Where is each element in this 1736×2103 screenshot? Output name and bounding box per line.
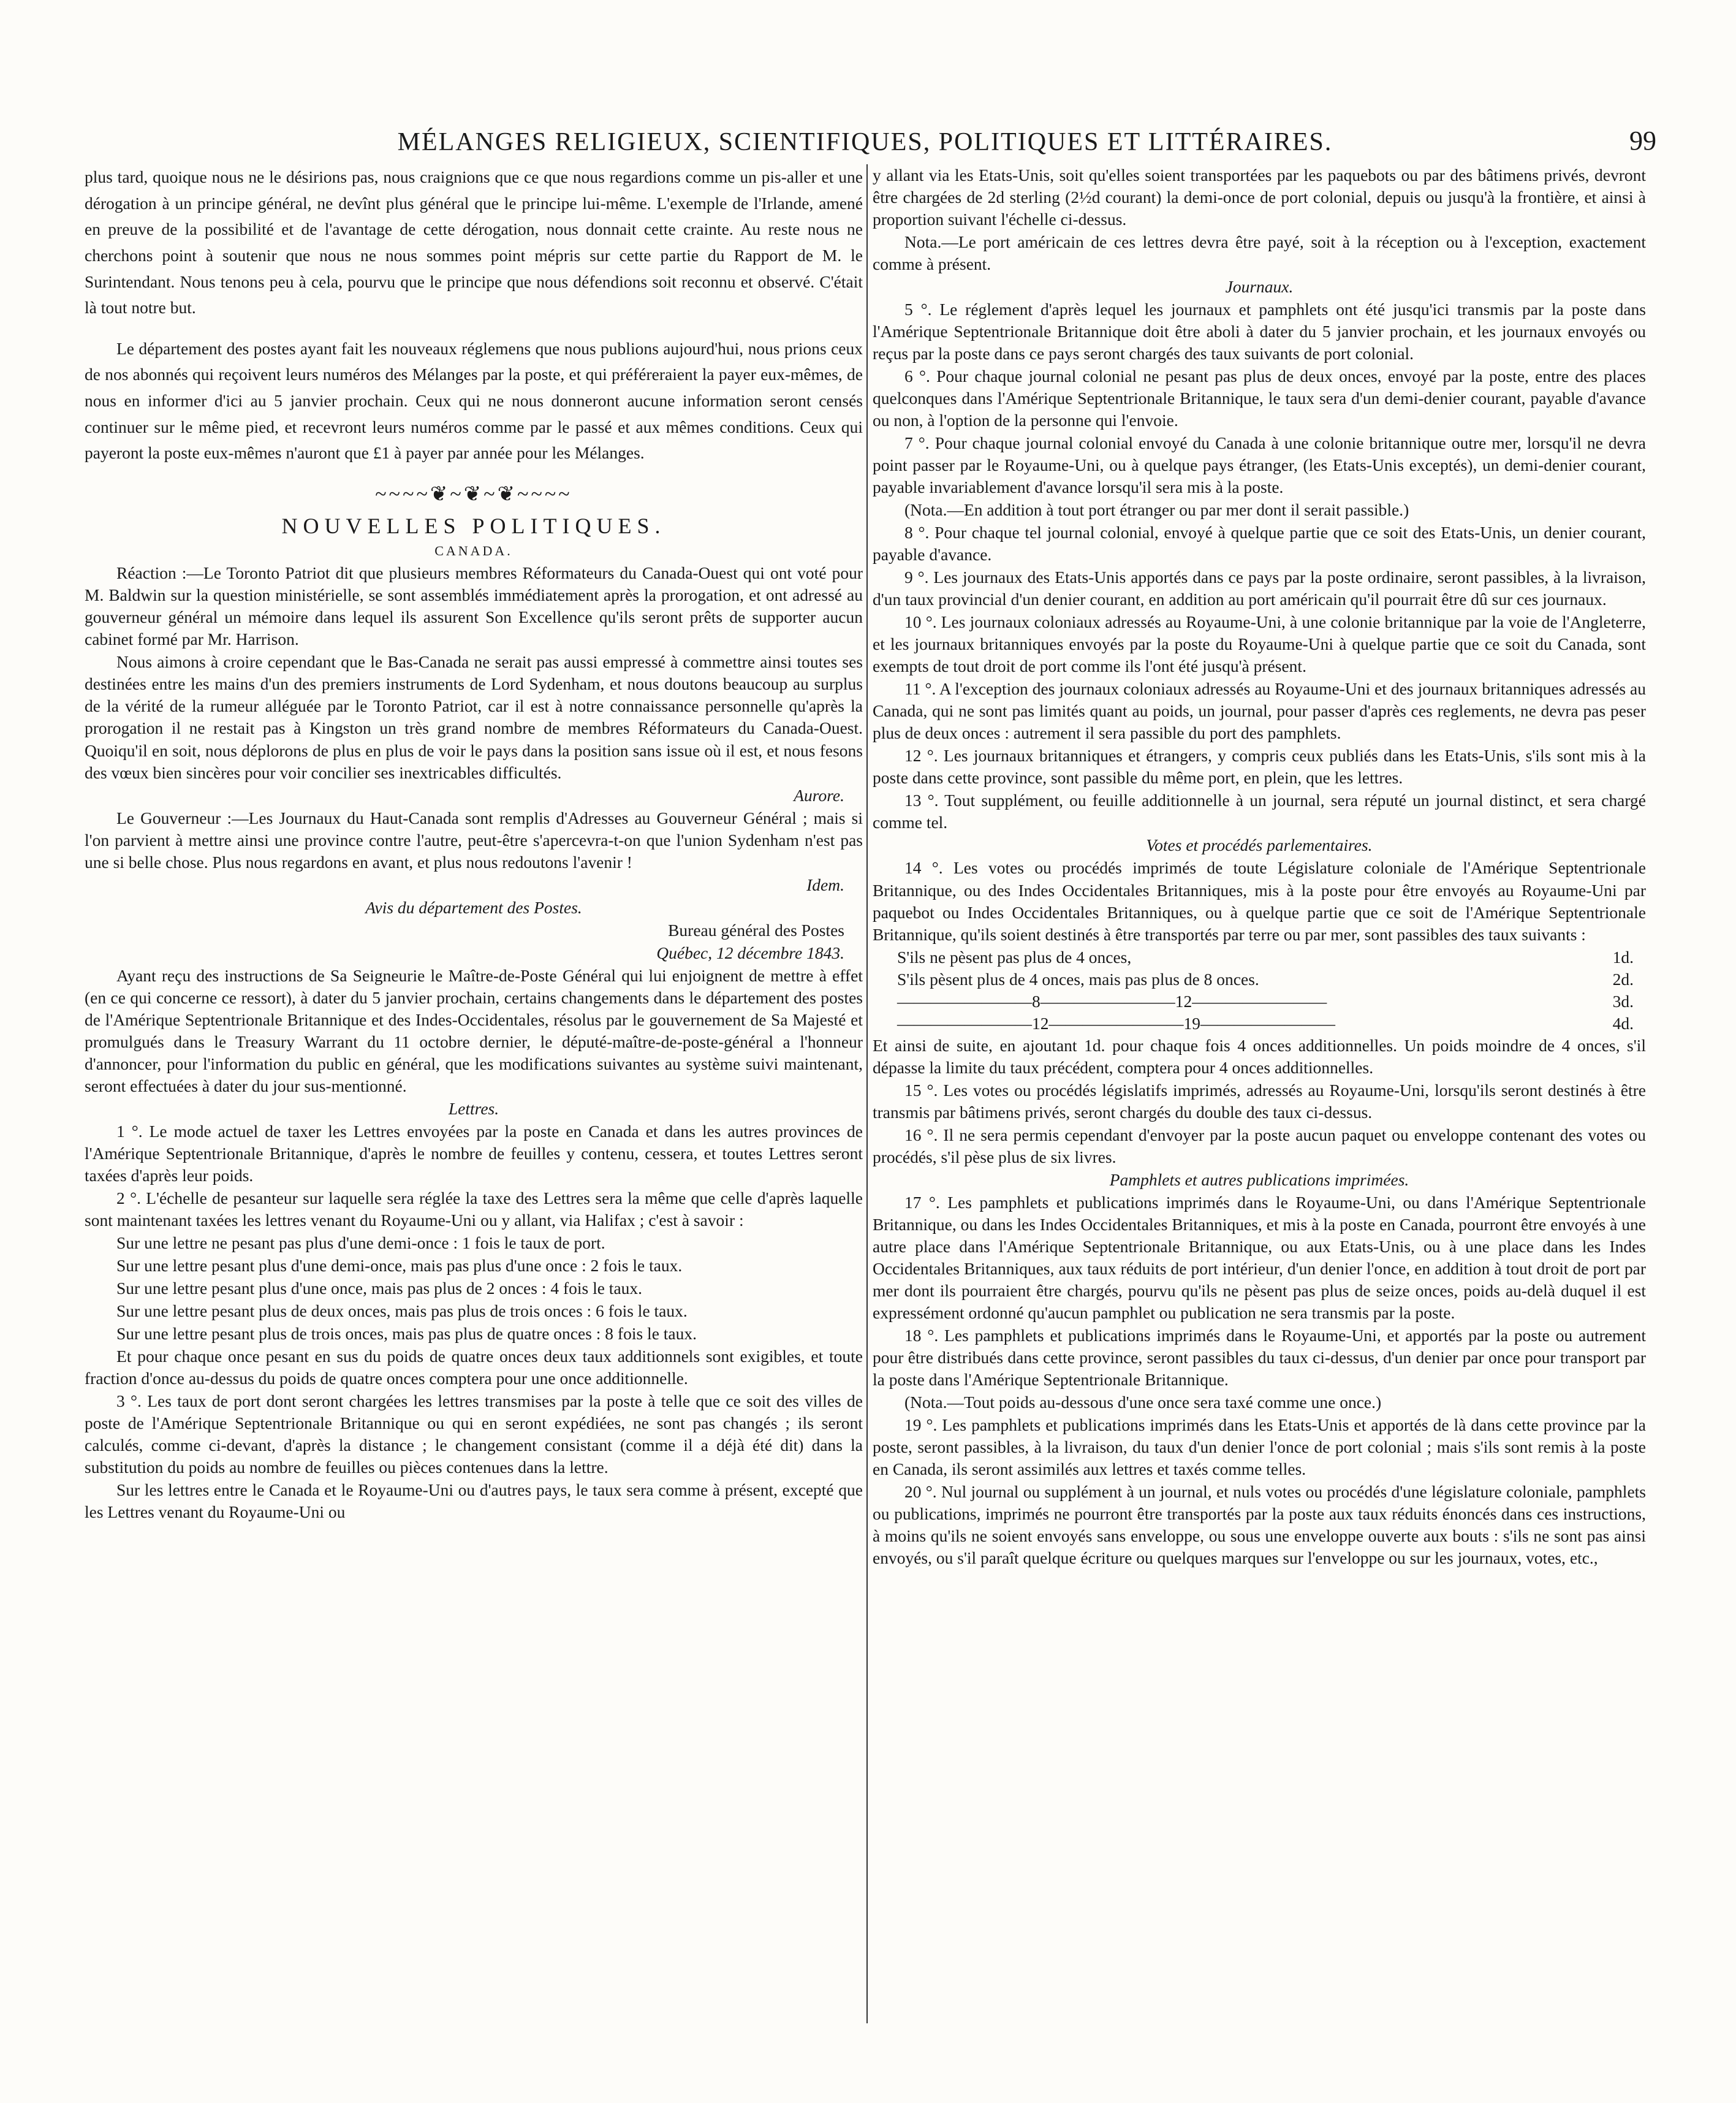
- article: 9 °. Les journaux des Etats-Unis apportés dans ce pays par la poste ordinaire, seront passibles, à la livraison, d'un taux provincial d'un denier courant, en addition au port américain qu'il pourrait être dû sur ces journaux.: [873, 568, 1646, 609]
- article: 7 °. Pour chaque journal colonial envoyé du Canada à une colonie britannique outre mer, lorsqu'il ne devra point passer par le Royaume-Uni, ou à quelque pays étranger, (les Etats-Unis exceptés), un demi-denier courant, payable invariablement d'avance lorsqu'il sera mis à la poste.: [873, 433, 1646, 497]
- signature: Idem.: [806, 875, 844, 894]
- subsection-title: Lettres.: [448, 1098, 499, 1118]
- rate-row: [873, 968, 1646, 991]
- article: 8 °. Pour chaque tel journal colonial, envoyé à quelque partie que ce soit des Etats-Unis, un denier courant, payable d'avance.: [873, 523, 1646, 565]
- rate-line: Sur une lettre ne pesant pas plus d'une demi-once : 1 fois le taux de port.: [116, 1233, 605, 1252]
- rate-value: 3d.: [1612, 991, 1634, 1011]
- rate-line: Sur une lettre pesant plus d'une once, mais pas plus de 2 onces : 4 fois le taux.: [116, 1278, 643, 1298]
- section-heading: NOUVELLES POLITIQUES.: [281, 514, 666, 539]
- rate-row: [873, 1013, 1646, 1035]
- page-header: [74, 123, 1656, 165]
- subsection-title: Journaux.: [1225, 277, 1294, 297]
- rate-label: S'ils pèsent plus de 4 onces, mais pas plus de 8 onces.: [897, 969, 1259, 989]
- running-title: MÉLANGES RELIGIEUX, SCIENTIFIQUES, POLITIQUES ET LITTÉRAIRES.: [397, 128, 1333, 156]
- rate-value: 1d.: [1612, 947, 1634, 967]
- section-subheading: CANADA.: [434, 542, 513, 558]
- rate-label: ————————12————————19————————: [897, 1013, 1335, 1033]
- nota: (Nota.—Tout poids au-dessous d'une once sera taxé comme une once.): [904, 1392, 1382, 1412]
- article: 20 °. Nul journal ou supplément à un journal, et nuls votes ou procédés d'une législature coloniale, pamphlets ou publications, imprimés ne pourront être transportés par la poste aux taux réduits énoncés dans ces instructions, à moins qu'ils ne soient envoyés sans enveloppe, ou sous une enveloppe ouverte aux bouts : s'ils ne sont pas ainsi envoyés, ou s'il paraît quelque écriture ou quelques marques sur l'enveloppe ou sur les journaux, votes, etc.,: [873, 1481, 1646, 1567]
- rate-value: 4d.: [1612, 1013, 1634, 1033]
- rate-line: Sur une lettre pesant plus de trois onces, mais pas plus de quatre onces : 8 fois le taux.: [116, 1323, 697, 1343]
- rate-label: S'ils ne pèsent pas plus de 4 onces,: [897, 947, 1132, 967]
- subsection-title: Pamphlets et autres publications imprimées.: [1109, 1169, 1409, 1189]
- notice-date: Québec, 12 décembre 1843.: [656, 943, 844, 962]
- notice-office: Bureau général des Postes: [668, 920, 844, 940]
- article: 14 °. Les votes ou procédés imprimés de toute Législature coloniale de l'Amérique Septentrionale Britannique, ou des Indes Occidentales Britanniques, mis à la poste pour être envoyés au Royaume-Uni par paquebot ou Indes Occidentales Britanniques, ou à quelque partie que ce soit de l'Amérique Septentrionale Britannique, qu'ils soient destinés à être transportés par terre ou par mer, sont passibles des taux suivants :: [873, 858, 1646, 944]
- right-column: [873, 164, 1646, 2023]
- article: 6 °. Pour chaque journal colonial ne pesant pas plus de deux onces, envoyé par la poste, entre des places quelconques dans l'Amérique Septentrionale Britannique, le taux sera d'un demi-denier courant, payable d'avance ou non, à l'option de la personne qui l'envoie.: [873, 367, 1646, 430]
- article: 12 °. Les journaux britanniques et étrangers, y compris ceux publiés dans les Etats-Unis, s'ils sont mis à la poste dans cette province, sont passible du même port, en plein, que les lettres.: [873, 746, 1646, 788]
- paragraph: Ayant reçu des instructions de Sa Seigneurie le Maître-de-Poste Général qui lui enjoignent de mettre à effet (en ce qui concerne ce ressort), à dater du 5 janvier prochain, certains changements dans le département des postes de l'Amérique Septentrionale Britannique et des Indes-Occidentales, résolus par le gouvernement de Sa Majesté et promulgués dans le Treasury Warrant du 11 octobre dernier, le député-maître-de-poste-général a l'honneur d'annoncer, pour l'information du public en général, que les modifications suivantes au système suivi maintenant, seront effectuées à dater du jour sus-mentionné.: [85, 965, 863, 1095]
- article: 1 °. Le mode actuel de taxer les Lettres envoyées par la poste en Canada et dans les autres provinces de l'Amérique Septentrionale Britannique, d'après le nombre de feuilles y contenu, cessera, et toutes Lettres seront taxées d'après leur poids.: [85, 1121, 863, 1185]
- article: 3 °. Les taux de port dont seront chargées les lettres transmises par la poste à telle que ce soit des villes de poste de l'Amérique Septentrionale Britannique ou qui en seront expédiées, ne sont pas changés ; ils seront calculés, comme ci-devant, d'après la distance ; le changement consistant (comme il a déjà été dit) dans la substitution du poids au nombre de feuilles ou pièces contenues dans la lettre.: [85, 1391, 863, 1477]
- paragraph: plus tard, quoique nous ne le désirions pas, nous craignions que ce que nous regardions comme un pis-aller et une dérogation à un principe général, ne devînt plus général que le principe lui-même. L'exemple de l'Irlande, amené en preuve de la possibilité et de l'avantage de cette dérogation, nous donnait cette crainte. Au reste nous ne cherchons point à soutenir que nous ne nous sommes point mépris sur cette partie du Rapport de M. le Surintendant. Nous tenons peu à cela, pourvu que le principe que nous défendions soit reconnu et observé. C'était là tout notre but.: [85, 167, 863, 318]
- article: 13 °. Tout supplément, ou feuille additionnelle à un journal, sera réputé un journal distinct, et sera chargé comme tel.: [873, 791, 1646, 832]
- rate-line: Sur une lettre pesant plus de deux onces, mais pas plus de trois onces : 6 fois le taux.: [116, 1301, 688, 1320]
- rate-line: Sur une lettre pesant plus d'une demi-once, mais pas plus d'une once : 2 fois le taux.: [116, 1255, 683, 1275]
- paragraph: Réaction :—Le Toronto Patriot dit que plusieurs membres Réformateurs du Canada-Ouest qui ont voté pour M. Baldwin sur la question ministérielle, se sont assemblés immédiatement après la prorogation, et ont adressé au gouverneur général un mémoire dans lequel ils assurent Son Excellence qu'ils seront prêts de supporter aucun cabinet formé par Mr. Harrison.: [85, 563, 863, 649]
- signature: Aurore.: [794, 785, 844, 805]
- rate-value: 2d.: [1612, 969, 1634, 989]
- ornament-divider: ~~~~❦~❦~❦~~~~: [375, 482, 572, 506]
- notice-title: Avis du département des Postes.: [365, 897, 582, 917]
- article: 2 °. L'échelle de pesanteur sur laquelle sera réglée la taxe des Lettres sera la même que celle d'après laquelle sont maintenant taxées les lettres venant du Royaume-Uni ou y allant, via Halifax ; c'est à savoir :: [85, 1188, 863, 1230]
- article: 5 °. Le réglement d'après lequel les journaux et pamphlets ont été jusqu'ici transmis par la poste dans l'Amérique Septentrionale Britannique doit être aboli à dater du 5 janvier prochain, et les journaux envoyés ou reçus par la poste dans ce pays seront chargés des taux suivants de port colonial.: [873, 300, 1646, 363]
- rate-row: [873, 946, 1646, 968]
- notice-subscribers: Le département des postes ayant fait les nouveaux réglemens que nous publions aujourd'hui, nous prions ceux de nos abonnés qui reçoivent leurs numéros des Mélanges par la poste, et qui préféreraient la payer eux-mêmes, de nous en informer d'ici au 5 janvier prochain. Ceux qui ne nous donneront aucune information seront censés continuer sur le même pied, et recevront leurs numéros comme par le passé et aux mêmes conditions. Ceux qui payeront la poste eux-mêmes n'auront que £1 à payer par année pour les Mélanges.: [85, 338, 863, 463]
- nota: (Nota.—En addition à tout port étranger ou par mer dont il serait passible.): [904, 500, 1409, 520]
- article: 15 °. Les votes ou procédés législatifs imprimés, adressés au Royaume-Uni, lorsqu'ils seront destinés à être transmis par bâtimens privés, seront chargés du double des taux ci-dessus.: [873, 1080, 1646, 1122]
- article: 11 °. A l'exception des journaux coloniaux adressés au Royaume-Uni et des journaux britanniques adressés au Canada, qui ne sont pas limités quant au poids, un journal, pour passer d'après ces reglements, ne devra pas peser plus de deux onces : autrement il sera passible du port des pamphlets.: [873, 679, 1646, 743]
- paragraph: Et pour chaque once pesant en sus du poids de quatre onces deux taux additionnels sont exigibles, et toute fraction d'once au-dessus du poids de quatre onces comptera pour une once additionnelle.: [85, 1346, 863, 1388]
- column-divider: [866, 164, 868, 2023]
- left-column: [85, 164, 863, 2023]
- paragraph: Sur les lettres entre le Canada et le Royaume-Uni ou d'autres pays, le taux sera comme à présent, excepté que les Lettres venant du Royaume-Uni ou: [85, 1480, 863, 1522]
- article: 18 °. Les pamphlets et publications imprimés dans le Royaume-Uni, et apportés par la poste ou autrement pour être distribués dans cette province, seront passibles du taux ci-dessus, d'un denier par once pour transport par la poste dans l'Amérique Septentrionale Britannique.: [873, 1325, 1646, 1389]
- subsection-title: Votes et procédés parlementaires.: [1146, 835, 1373, 855]
- paragraph: Le Gouverneur :—Les Journaux du Haut-Canada sont remplis d'Adresses au Gouverneur Général ; mais si l'on parvient à mettre ainsi une province contre l'autre, peut-être s'apercevra-t-on que l'union Sydenham n'est pas une si belle chose. Plus nous regardons en avant, et plus nous redoutons l'avenir !: [85, 808, 863, 872]
- nota: Nota.—Le port américain de ces lettres devra être payé, soit à la réception ou à l'exception, exactement comme à présent.: [873, 232, 1646, 274]
- article: 16 °. Il ne sera permis cependant d'envoyer par la poste aucun paquet ou enveloppe contenant des votes ou procédés, s'il pèse plus de six livres.: [873, 1125, 1646, 1166]
- article: 17 °. Les pamphlets et publications imprimés dans le Royaume-Uni, ou dans l'Amérique Septentrionale Britannique, ou dans les Indes Occidentales Britanniques, et mis à la poste en Canada, pourront être envoyés à une autre place dans l'Amérique Septentrionale Britannique, ou aux Etats-Unis, ou à une place dans les Indes Occidentales Britanniques, aux taux réduits de port intérieur, d'un denier l'once, en addition à tout droit de port par mer dont ils pourraient être chargés, pourvu qu'ils ne pèsent pas plus de seize onces, poids au-delà duquel il est expressément ordonné qu'aucun pamphlet ou publication ne sera transmis par la poste.: [873, 1192, 1646, 1322]
- rate-label: ————————8————————12————————: [897, 991, 1327, 1011]
- article: 19 °. Les pamphlets et publications imprimés dans les Etats-Unis et apportés de là dans cette province par la poste, seront passibles, à la livraison, du taux d'un denier l'once de port colonial ; mais s'ils sont remis à la poste en Canada, ils seront assimilés aux lettres et taxés comme telles.: [873, 1415, 1646, 1478]
- article: 10 °. Les journaux coloniaux adressés au Royaume-Uni, à une colonie britannique par la voie de l'Angleterre, et les journaux britanniques envoyés par la poste du Royaume-Uni à quelque partie que ce soit du Canada, sont exempts de tout droit de port comme ils l'ont été jusqu'à présent.: [873, 612, 1646, 676]
- paragraph: Et ainsi de suite, en ajoutant 1d. pour chaque fois 4 onces additionnelles. Un poids moindre de 4 onces, s'il dépasse la limite du taux précédent, comptera pour 4 onces additionnelles.: [873, 1035, 1646, 1077]
- paragraph: Nous aimons à croire cependant que le Bas-Canada ne serait pas aussi empressé à commettre ainsi toutes ses destinées entre les mains d'un des premiers instruments de Lord Sydenham, et nous doutons beaucoup au surplus de la vérité de la rumeur alléguée par le Toronto Patriot, car il est à notre connaissance personnelle qu'après la prorogation il ne restait pas à Kingston un très grand nombre de membres Réformateurs du Canada-Ouest. Quoiqu'il en soit, nous déplorons de plus en plus de voir le pays dans la position sans issue où il est, et nous fesons des vœux bien sincères pour voir concilier ses inextricables difficultés.: [85, 652, 863, 782]
- page-number: 99: [1629, 126, 1656, 156]
- paragraph: y allant via les Etats-Unis, soit qu'elles soient transportées par les paquebots ou par des bâtimens privés, devront être chargées de 2d sterling (2½d courant) la demi-once de port colonial, depuis ou jusqu'à la frontière, et ainsi à proportion suivant l'échelle ci-dessus.: [873, 165, 1646, 229]
- rate-row: [873, 991, 1646, 1013]
